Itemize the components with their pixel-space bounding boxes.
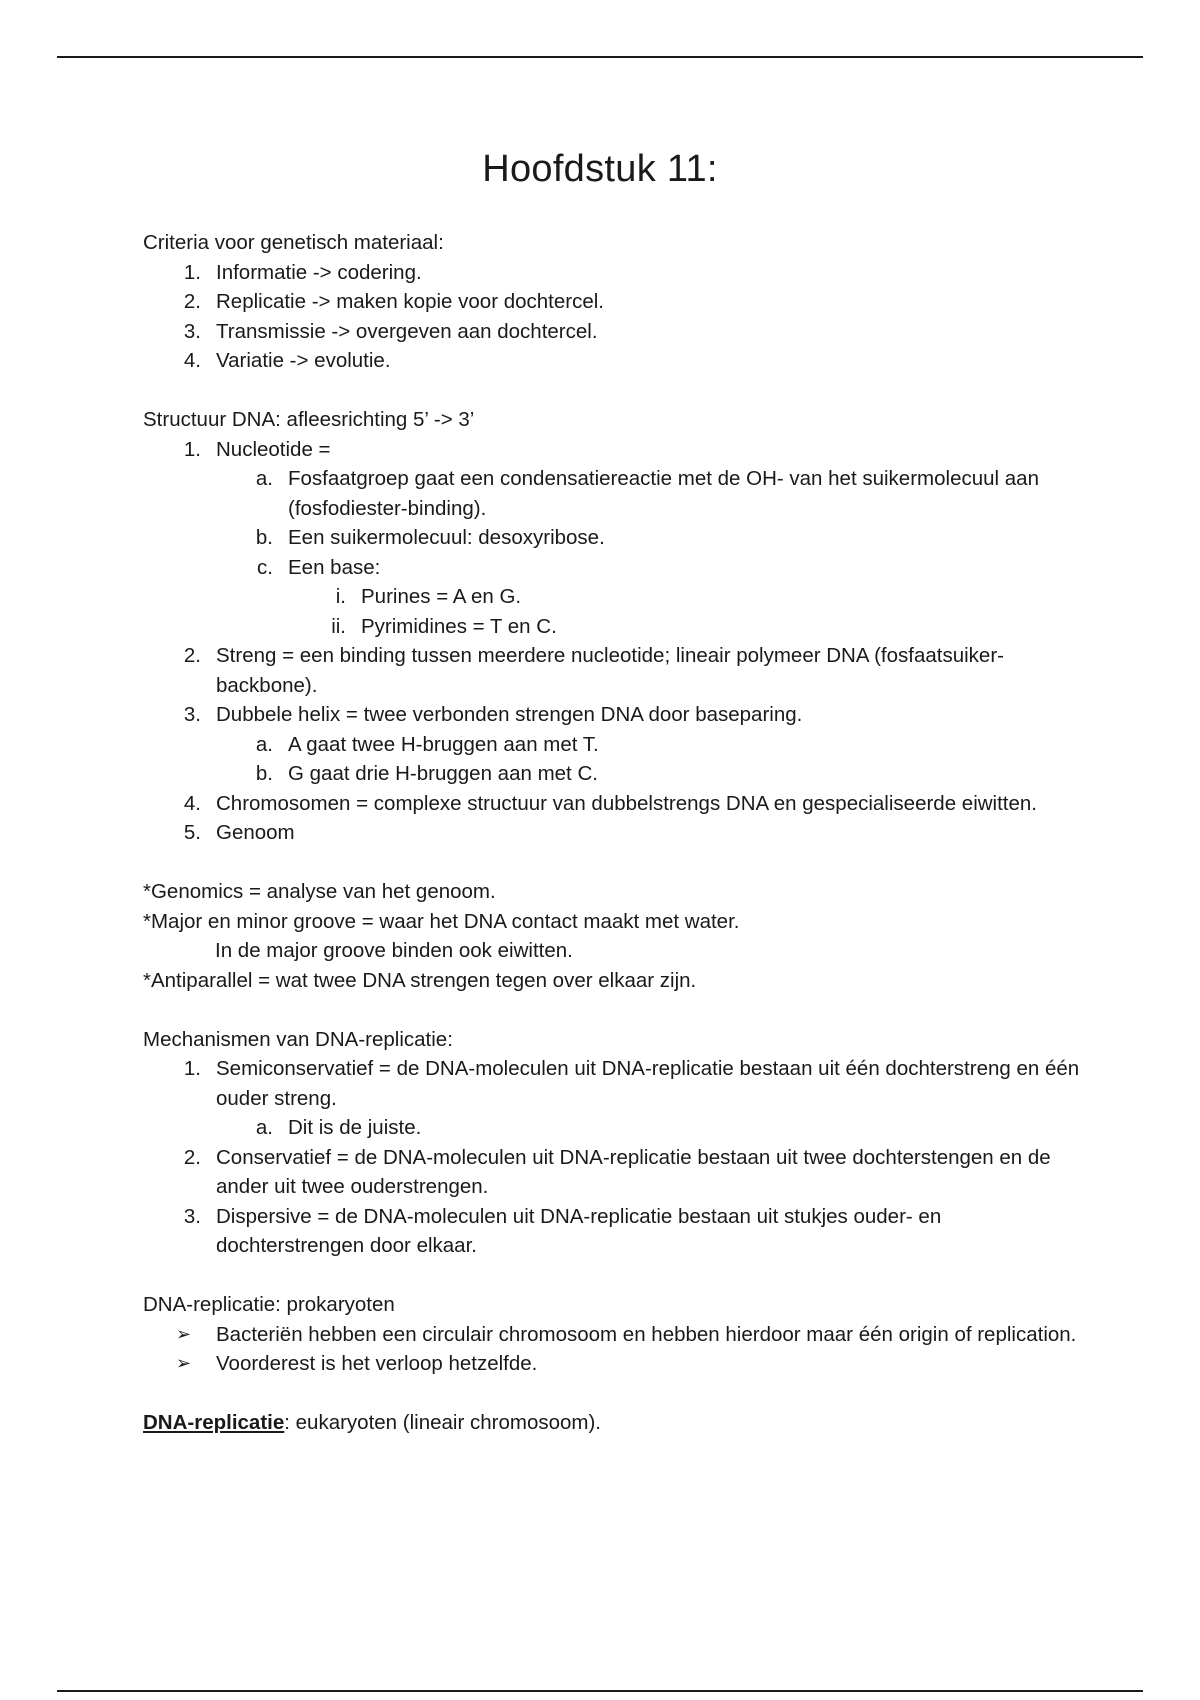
list-item [143,258,1083,288]
note-groove: *Major en minor groove = waar het DNA contact maakt met water. [143,909,740,933]
list-item-text: Dispersive = de DNA-moleculen uit DNA-replicatie bestaan uit stukjes ouder- en dochterstrengen door elkaar. [216,1204,942,1257]
list-item [143,435,1083,465]
note-genomics: *Genomics = analyse van het genoom. [143,880,496,903]
list-item-text: Semiconservatief = de DNA-moleculen uit DNA-replicatie bestaan uit één dochterstreng en één ouder streng. [216,1057,1080,1110]
list-marker: b. [255,762,273,785]
list-item-text: A gaat twee H-bruggen aan met T. [288,732,599,756]
arrow-bullet-icon: ➢ [176,1353,192,1373]
eukaryoten-heading [143,1408,1083,1438]
eukaryoten-heading-rest: : eukaryoten (lineair chromosoom). [284,1411,602,1434]
list-marker: 3. [183,703,201,726]
list-item-text: Purines = A en G. [361,585,522,608]
list-marker: a. [255,732,273,756]
list-marker: 4. [183,791,201,815]
list-item [143,1113,1083,1143]
list-item [143,346,1083,376]
list-item [143,612,1083,642]
list-marker: 2. [183,644,201,667]
page-title: Hoofdstuk 11: [482,148,718,190]
bullet-item [143,1320,1083,1350]
footer-rule [57,1690,1143,1692]
list-item [143,700,1083,730]
list-item [143,523,1083,553]
list-item-text: Transmissie -> overgeven aan dochtercel. [216,319,598,343]
list-marker: 4. [183,349,201,372]
list-marker: 1. [183,1057,201,1080]
note-antiparallel: *Antiparallel = wat twee DNA strengen tegen over elkaar zijn. [143,968,697,992]
note-groove-sub: In de major groove binden ook eiwitten. [215,939,573,962]
list-item-text: G gaat drie H-bruggen aan met C. [288,762,598,785]
bullet-item-text: Voorderest is het verloop hetzelfde. [216,1352,538,1375]
list-marker: a. [255,467,273,490]
list-item [143,553,1083,583]
list-item [143,818,1083,848]
list-item [143,789,1083,819]
bullet-item-text: Bacteriën hebben een circulair chromosoom en hebben hierdoor maar één origin of replication. [216,1322,1077,1346]
list-item-text: Nucleotide = [216,437,331,461]
list-marker: 3. [183,319,201,343]
list-marker: c. [257,555,273,579]
list-item [143,464,1083,523]
list-item-text: Conservatief = de DNA-moleculen uit DNA-replicatie bestaan uit twee dochterstengen en de ander uit twee ouderstrengen. [216,1145,1051,1198]
list-item-text: Chromosomen = complexe structuur van dubbelstrengs DNA en gespecialiseerde eiwitten. [216,791,1038,815]
header-rule [57,56,1143,58]
list-item-text: Informatie -> codering. [216,260,422,284]
arrow-bullet-icon: ➢ [176,1323,192,1344]
structuur-heading: Structuur DNA: afleesrichting 5’ -> 3’ [143,408,475,431]
list-item-text: Genoom [216,821,295,844]
list-item [143,317,1083,347]
list-marker: a. [255,1116,273,1139]
list-item [143,759,1083,789]
list-marker: 5. [183,821,201,844]
list-marker: 3. [183,1204,201,1228]
list-item-text: Een suikermolecuul: desoxyribose. [288,526,605,549]
list-item-text: Pyrimidines = T en C. [361,614,557,638]
mechanismen-heading: Mechanismen van DNA-replicatie: [143,1027,453,1051]
list-item-text: Fosfaatgroep gaat een condensatiereactie met de OH- van het suikermolecuul aan (fosfodiester-binding). [288,467,1039,520]
list-marker: 1. [183,437,201,461]
list-item-text: Dit is de juiste. [288,1116,422,1139]
list-item-text: Streng = een binding tussen meerdere nucleotide; lineair polymeer DNA (fosfaatsuiker-backbone). [216,644,1004,697]
list-item [143,641,1083,700]
list-marker: i. [335,585,346,608]
list-item [143,730,1083,760]
list-marker: 2. [183,290,201,313]
list-marker: 1. [183,260,201,284]
list-marker: 2. [183,1145,201,1169]
list-item-text: Een base: [288,555,381,579]
list-item-text: Dubbele helix = twee verbonden strengen DNA door baseparing. [216,703,803,726]
list-item-text: Replicatie -> maken kopie voor dochtercel. [216,290,604,313]
bullet-item [143,1349,1083,1379]
list-marker: b. [255,526,273,549]
document-body [143,228,1083,1438]
list-item [143,1054,1083,1113]
list-item [143,1143,1083,1202]
list-item [143,582,1083,612]
list-marker: ii. [331,614,346,638]
eukaryoten-heading-bold: DNA-replicatie [143,1411,285,1434]
list-item [143,1202,1083,1261]
criteria-heading: Criteria voor genetisch materiaal: [143,231,444,254]
list-item [143,287,1083,317]
prokaryoten-heading: DNA-replicatie: prokaryoten [143,1293,395,1316]
list-item-text: Variatie -> evolutie. [216,349,391,372]
